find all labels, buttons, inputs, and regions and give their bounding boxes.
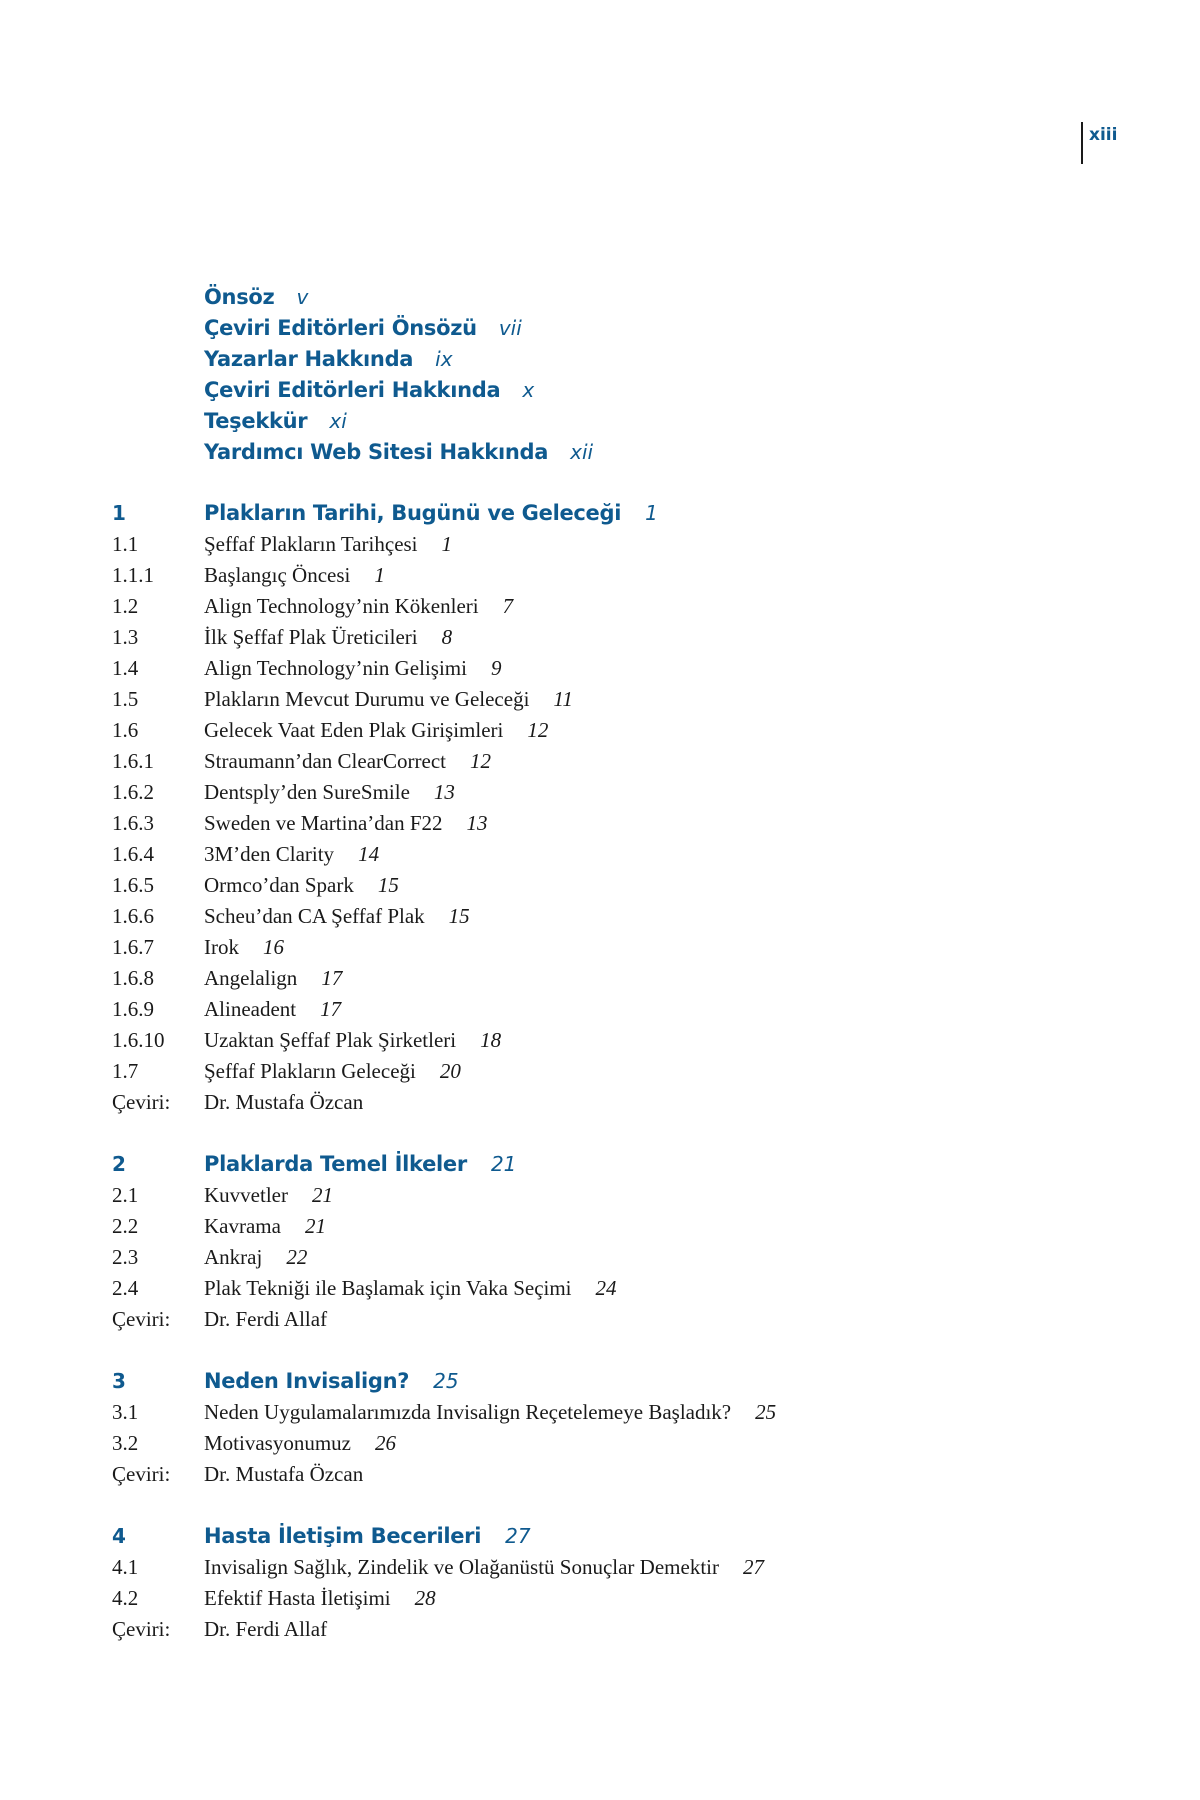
section-page: 21 xyxy=(304,1214,326,1238)
section-entry[interactable] xyxy=(112,808,1072,839)
page-number-marker xyxy=(1081,122,1117,164)
section-number: 1.3 xyxy=(112,625,139,649)
translator-name: Dr. Ferdi Allaf xyxy=(204,1617,328,1641)
section-title: Efektif Hasta İletişimi xyxy=(204,1586,391,1610)
chapter-heading[interactable] xyxy=(112,1149,1072,1180)
section-entry[interactable] xyxy=(112,1273,1072,1304)
section-title-wrap xyxy=(204,839,379,870)
front-matter-entry[interactable] xyxy=(204,437,593,468)
section-number: 2.3 xyxy=(112,1245,139,1269)
section-page: 24 xyxy=(595,1276,617,1300)
section-title-wrap xyxy=(204,1614,327,1645)
front-matter-title: Çeviri Editörleri Önsözü xyxy=(204,316,477,340)
section-entry[interactable] xyxy=(112,777,1072,808)
section-page: 1 xyxy=(374,563,385,587)
chapter-number: 3 xyxy=(112,1369,126,1393)
section-entry[interactable] xyxy=(112,1025,1072,1056)
front-matter-entry[interactable] xyxy=(204,406,593,437)
chapter-page: 1 xyxy=(645,501,658,525)
front-matter-page: xii xyxy=(570,440,594,464)
translator-name: Dr. Mustafa Özcan xyxy=(204,1090,364,1114)
section-entry[interactable] xyxy=(112,560,1072,591)
translator-label: Çeviri: xyxy=(112,1307,171,1331)
chapter-number: 1 xyxy=(112,501,126,525)
section-title: Motivasyonumuz xyxy=(204,1431,351,1455)
section-entry[interactable] xyxy=(112,1583,1072,1614)
front-matter-page: x xyxy=(522,378,535,402)
section-title: Dentsply’den SureSmile xyxy=(204,780,410,804)
section-number: 1.1 xyxy=(112,532,139,556)
translator-credit xyxy=(112,1614,1072,1645)
section-page: 17 xyxy=(321,966,343,990)
section-number: 1.6.5 xyxy=(112,873,154,897)
front-matter-page: v xyxy=(296,285,309,309)
section-page: 15 xyxy=(377,873,399,897)
section-page: 26 xyxy=(375,1431,396,1455)
section-entry[interactable] xyxy=(112,1552,1072,1583)
section-number: 1.6.7 xyxy=(112,935,154,959)
section-entry[interactable] xyxy=(112,746,1072,777)
section-title: Şeffaf Plakların Geleceği xyxy=(204,1059,416,1083)
section-number: 3.1 xyxy=(112,1400,139,1424)
section-number: 4.1 xyxy=(112,1555,139,1579)
section-page: 12 xyxy=(470,749,491,773)
front-matter-title: Yazarlar Hakkında xyxy=(204,347,414,371)
front-matter-page: ix xyxy=(435,347,453,371)
translator-label: Çeviri: xyxy=(112,1617,171,1641)
front-matter-entry[interactable] xyxy=(204,344,593,375)
chapter-page: 25 xyxy=(433,1369,459,1393)
section-page: 27 xyxy=(742,1555,764,1579)
section-title-wrap xyxy=(204,994,341,1025)
front-matter-entry[interactable] xyxy=(204,375,593,406)
section-number: 1.5 xyxy=(112,687,139,711)
section-page: 7 xyxy=(502,594,514,618)
chapter-title: Neden Invisalign? xyxy=(204,1369,410,1393)
translator-label: Çeviri: xyxy=(112,1090,171,1114)
section-number: 1.6.4 xyxy=(112,842,154,866)
front-matter-title: Çeviri Editörleri Hakkında xyxy=(204,378,501,402)
front-matter-entry[interactable] xyxy=(204,282,593,313)
chapter-page: 27 xyxy=(505,1524,531,1548)
section-entry[interactable] xyxy=(112,870,1072,901)
front-matter-page: xi xyxy=(329,409,347,433)
section-page: 9 xyxy=(490,656,502,680)
section-entry[interactable] xyxy=(112,839,1072,870)
section-page: 22 xyxy=(286,1245,308,1269)
section-number: 1.6.8 xyxy=(112,966,154,990)
translator-credit xyxy=(112,1087,1072,1118)
section-number: 2.1 xyxy=(112,1183,139,1207)
section-title-wrap xyxy=(204,1025,501,1056)
section-title-wrap xyxy=(204,622,452,653)
section-title: Kavrama xyxy=(204,1214,281,1238)
section-page: 14 xyxy=(358,842,380,866)
section-entry[interactable] xyxy=(112,622,1072,653)
chapter-title-wrap xyxy=(204,1366,459,1397)
section-entry[interactable] xyxy=(112,932,1072,963)
chapter-number: 4 xyxy=(112,1524,126,1548)
section-number: 1.2 xyxy=(112,594,139,618)
chapter-title: Hasta İletişim Becerileri xyxy=(204,1524,482,1548)
front-matter-list xyxy=(204,282,593,468)
section-title: Neden Uygulamalarımızda Invisalign Reçetelemeye Başladık? xyxy=(204,1400,732,1424)
section-entry[interactable] xyxy=(112,1211,1072,1242)
section-page: 20 xyxy=(439,1059,461,1083)
section-entry[interactable] xyxy=(112,1180,1072,1211)
section-number: 3.2 xyxy=(112,1431,139,1455)
translator-label: Çeviri: xyxy=(112,1462,171,1486)
section-title-wrap xyxy=(204,746,491,777)
table-of-contents xyxy=(112,498,1072,1676)
section-title-wrap xyxy=(204,1242,307,1273)
section-title: Ormco’dan Spark xyxy=(204,873,354,897)
section-title-wrap xyxy=(204,1397,776,1428)
section-title-wrap xyxy=(204,1180,333,1211)
section-title-wrap xyxy=(204,1087,363,1118)
section-entry[interactable] xyxy=(112,591,1072,622)
section-title-wrap xyxy=(204,1056,461,1087)
section-title-wrap xyxy=(204,715,548,746)
section-title: Straumann’dan ClearCorrect xyxy=(204,749,446,773)
section-title-wrap xyxy=(204,870,399,901)
section-title: 3M’den Clarity xyxy=(204,842,335,866)
section-title-wrap xyxy=(204,1273,617,1304)
section-page: 13 xyxy=(433,780,455,804)
section-entry[interactable] xyxy=(112,901,1072,932)
section-title-wrap xyxy=(204,1304,327,1335)
section-title-wrap xyxy=(204,1428,396,1459)
chapter-title-wrap xyxy=(204,1149,516,1180)
page-number: xiii xyxy=(1089,125,1118,145)
section-entry[interactable] xyxy=(112,1056,1072,1087)
chapter-heading[interactable] xyxy=(112,1521,1072,1552)
section-title-wrap xyxy=(204,684,573,715)
section-page: 12 xyxy=(527,718,549,742)
chapter-title: Plakların Tarihi, Bugünü ve Geleceği xyxy=(204,501,622,525)
section-title: Uzaktan Şeffaf Plak Şirketleri xyxy=(204,1028,457,1052)
section-title-wrap xyxy=(204,1211,326,1242)
section-title-wrap xyxy=(204,560,385,591)
front-matter-page: vii xyxy=(498,316,522,340)
chapter-block xyxy=(112,1366,1072,1490)
section-page: 1 xyxy=(441,532,453,556)
section-title: Başlangıç Öncesi xyxy=(204,563,351,587)
section-title-wrap xyxy=(204,1583,436,1614)
section-number: 4.2 xyxy=(112,1586,139,1610)
section-title: Alineadent xyxy=(204,997,297,1021)
section-title: Irok xyxy=(204,935,239,959)
section-number: 2.4 xyxy=(112,1276,139,1300)
section-number: 1.6.3 xyxy=(112,811,154,835)
section-entry[interactable] xyxy=(112,529,1072,560)
chapter-block xyxy=(112,498,1072,1118)
section-number: 1.4 xyxy=(112,656,139,680)
section-title-wrap xyxy=(204,932,284,963)
section-number: 2.2 xyxy=(112,1214,139,1238)
section-title-wrap xyxy=(204,591,513,622)
section-page: 15 xyxy=(448,904,470,928)
front-matter-entry[interactable] xyxy=(204,313,593,344)
section-entry[interactable] xyxy=(112,963,1072,994)
section-entry[interactable] xyxy=(112,715,1072,746)
front-matter-title: Önsöz xyxy=(204,285,275,309)
section-title: Ankraj xyxy=(204,1245,263,1269)
chapter-title-wrap xyxy=(204,498,658,529)
section-number: 1.6.9 xyxy=(112,997,154,1021)
section-entry[interactable] xyxy=(112,1397,1072,1428)
translator-name: Dr. Ferdi Allaf xyxy=(204,1307,328,1331)
section-number: 1.1.1 xyxy=(112,563,154,587)
chapter-number: 2 xyxy=(112,1152,126,1176)
chapter-page: 21 xyxy=(490,1152,517,1176)
chapter-heading[interactable] xyxy=(112,498,1072,529)
front-matter-title: Teşekkür xyxy=(204,409,308,433)
section-page: 25 xyxy=(755,1400,777,1424)
section-title: Sweden ve Martina’dan F22 xyxy=(204,811,443,835)
section-page: 21 xyxy=(311,1183,333,1207)
section-title: Scheu’dan CA Şeffaf Plak xyxy=(204,904,425,928)
section-page: 11 xyxy=(553,687,573,711)
section-title: Kuvvetler xyxy=(204,1183,288,1207)
section-number: 1.6.2 xyxy=(112,780,154,804)
section-entry[interactable] xyxy=(112,1428,1072,1459)
translator-credit xyxy=(112,1459,1072,1490)
section-title-wrap xyxy=(204,808,488,839)
section-title-wrap xyxy=(204,963,342,994)
section-number: 1.6.1 xyxy=(112,749,154,773)
section-title: Invisalign Sağlık, Zindelik ve Olağanüstü Sonuçlar Demektir xyxy=(204,1555,719,1579)
section-number: 1.7 xyxy=(112,1059,139,1083)
chapter-title: Plaklarda Temel İlkeler xyxy=(204,1152,467,1176)
chapter-heading[interactable] xyxy=(112,1366,1072,1397)
section-entry[interactable] xyxy=(112,653,1072,684)
translator-credit xyxy=(112,1304,1072,1335)
section-page: 16 xyxy=(263,935,284,959)
section-title: Gelecek Vaat Eden Plak Girişimleri xyxy=(204,718,504,742)
section-title-wrap xyxy=(204,777,455,808)
section-number: 1.6.6 xyxy=(112,904,154,928)
section-title-wrap xyxy=(204,1552,764,1583)
section-page: 18 xyxy=(480,1028,502,1052)
section-entry[interactable] xyxy=(112,994,1072,1025)
chapter-title-wrap xyxy=(204,1521,531,1552)
section-entry[interactable] xyxy=(112,1242,1072,1273)
section-number: 1.6 xyxy=(112,718,139,742)
section-title-wrap xyxy=(204,901,470,932)
section-title-wrap xyxy=(204,529,452,560)
section-title: Angelalign xyxy=(204,966,298,990)
section-title-wrap xyxy=(204,1459,363,1490)
section-page: 17 xyxy=(320,997,342,1021)
section-number: 1.6.10 xyxy=(112,1028,165,1052)
section-page: 13 xyxy=(466,811,488,835)
chapter-block xyxy=(112,1149,1072,1335)
chapter-block xyxy=(112,1521,1072,1645)
section-title: Plakların Mevcut Durumu ve Geleceği xyxy=(204,687,530,711)
translator-name: Dr. Mustafa Özcan xyxy=(204,1462,364,1486)
section-page: 8 xyxy=(441,625,453,649)
front-matter-title: Yardımcı Web Sitesi Hakkında xyxy=(204,440,549,464)
section-title: Align Technology’nin Gelişimi xyxy=(204,656,467,680)
section-title: İlk Şeffaf Plak Üreticileri xyxy=(204,625,418,649)
section-title: Plak Tekniği ile Başlamak için Vaka Seçimi xyxy=(204,1276,572,1300)
section-title: Şeffaf Plakların Tarihçesi xyxy=(204,532,418,556)
section-title: Align Technology’nin Kökenleri xyxy=(204,594,479,618)
section-entry[interactable] xyxy=(112,684,1072,715)
section-title-wrap xyxy=(204,653,501,684)
section-page: 28 xyxy=(414,1586,436,1610)
